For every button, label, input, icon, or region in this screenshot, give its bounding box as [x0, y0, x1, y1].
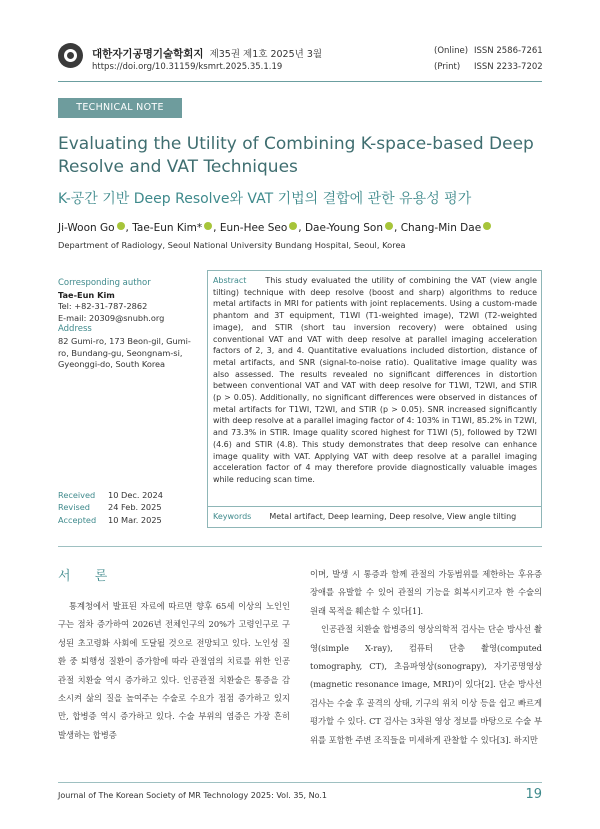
author-name: Tae-Eun Kim* — [132, 222, 203, 234]
author-name: Chang-Min Dae — [400, 222, 482, 234]
address-heading: Address — [58, 324, 92, 335]
abstract-text: Abstract This study evaluated the utility of combining the VAT (view angle tilting) technique with deep resolve (boost and sharp) algorithms to reduce metal artifacts in MRI for patients with joint replacements. Using a custom-made phantom and 3T equipment, T1WI (T1-weighted image), T2WI (T2-weighted image), and STIR (short tau inversion recovery) were obtained using conventional VAT and VAT with deep resolve at parallel imaging acceleration factors of 2, 3, and 4. Quantitative evaluations included distortion, distance of metal artifacts, and SNR (signal-to-noise ratio). Qualitative image quality was also assessed. The results revealed no significant differences in distortion between conventional VAT and VAT with deep resolve for T1WI, T2WI, and STIR (p > 0.05). Additionally, no significant differences were observed in distances of metal artifacts for T1WI, T2WI, and STIR (p > 0.05). SNR increased significantly with deep resolve at a parallel imaging factor of 4: 103% in T1WI, 85.2% in T2WI, and 73.3% in STIR. Image quality scored highest for T1WI (5), followed by T2WI (4.6) and STIR (4.8). This study demonstrates that deep resolve can enhance image quality with VAT. Applying VAT with deep resolve at a parallel imaging acceleration factor of 4 may therefore provide diagnostically valuable images while reducing scan time. — [213, 276, 538, 484]
doi-link[interactable]: https://doi.org/10.31159/ksmrt.2025.35.1.19 — [92, 62, 283, 72]
article-title-kr: K-공간 기반 Deep Resolve와 VAT 기법의 결합에 관한 유용성 평가 — [58, 191, 472, 207]
author-list: Ji-Woon Go , Tae-Eun Kim* , Eun-Hee Seo , Dae-Young Son , Chang-Min Dae — [58, 222, 558, 234]
corresponding-email[interactable]: E-mail: 20309@snubh.org — [58, 312, 165, 323]
article-type-badge: TECHNICAL NOTE — [58, 98, 182, 118]
issn-online: (Online) ISSN 2586-7261 — [434, 46, 543, 56]
corresponding-address: 82 Gumi-ro, 173 Beon-gil, Gumi-ro, Bundang-gu, Seongnam-si, Gyeonggi-do, South Korea — [58, 335, 191, 370]
body-column-right — [310, 565, 542, 749]
body-paragraph: 통계청에서 발표된 자료에 따르면 향후 65세 이상의 노인인구는 점차 증가하여 2026년 전체인구의 20%가 고령인구로 구성된 초고령화 사회에 도달될 것으로 전망되고 있다. 노인성 질환 중 퇴행성 질환이 증가함에 따라 관절염의 치료를 위한 인공관절 치환술 역시 증가하고 있다. 인공관절 치환술은 통증을 감소시켜 삶의 질을 높여주는 수술로 수요가 점점 증가하고 있지만, 합병증 역시 증가하고 있다. 수술 부위의 염증은 가장 흔히 발생하는 합병증 — [58, 601, 290, 740]
affiliation: Department of Radiology, Seoul National University Bundang Hospital, Seoul, Korea — [58, 240, 406, 250]
journal-title: 대한자기공명기술학회지 제35권 제1호 2025년 3월 — [92, 48, 323, 60]
author-name: Dae-Young Son — [304, 222, 383, 234]
article-title-en: Evaluating the Utility of Combining K-space-based Deep Resolve and VAT Techniques — [58, 134, 534, 177]
footer-journal: Journal of The Korean Society of MR Technology 2025: Vol. 35, No.1 — [58, 791, 328, 800]
journal-volume: 제35권 제1호 2025년 3월 — [209, 49, 323, 60]
section-heading: 서 론 — [58, 569, 118, 584]
corresponding-heading: Corresponding author — [58, 278, 151, 288]
correspondence-block — [58, 278, 198, 371]
author-name: Ji-Woon Go — [58, 222, 115, 234]
orcid-icon[interactable] — [204, 222, 212, 230]
date-row: Revised 24 Feb. 2025 — [58, 502, 162, 513]
society-logo-icon — [58, 43, 83, 68]
abstract-label: Abstract — [213, 276, 247, 285]
orcid-icon[interactable] — [483, 222, 491, 230]
corresponding-name: Tae-Eun Kim — [58, 289, 115, 300]
corresponding-tel: Tel: +82-31-787-2862 — [58, 301, 148, 312]
body-paragraph: 인공관절 치환술 합병증의 영상의학적 검사는 단순 방사선 촬영(simple X-ray), 컴퓨터 단층 촬영(computed tomography, CT), 초음파영상(sonograpy), 자기공명영상(magnetic resonance image, MRI)이 있다[2]. 단순 방사선 검사는 수술 후 골격의 상태, 기구의 위치 이상 등을 쉽고 빠르게 평가할 수 있다. CT 검사는 3차원 영상 정보를 바탕으로 수술 부위를 포함한 주변 조직들을 미세하게 관찰할 수 있다[3]. 하지만 — [310, 624, 542, 745]
section-divider — [58, 546, 542, 547]
body-paragraph: 이며, 발생 시 통증과 함께 관절의 가동범위를 제한하는 후유증 장애를 유발할 수 있어 관절의 기능을 회복시키고자 한 수술의 원래 목적을 훼손할 수 있다[1]. — [310, 569, 542, 616]
orcid-icon[interactable] — [289, 222, 297, 230]
article-dates — [58, 489, 163, 526]
keywords: Keywords Metal artifact, Deep learning, Deep resolve, View angle tilting — [213, 512, 517, 521]
date-row: Accepted 10 Mar. 2025 — [58, 514, 162, 525]
orcid-icon[interactable] — [117, 222, 125, 230]
issn-print: (Print) ISSN 2233-7202 — [434, 62, 543, 72]
page-number: 19 — [525, 787, 542, 802]
keywords-label: Keywords — [213, 512, 252, 521]
orcid-icon[interactable] — [385, 222, 393, 230]
header-divider — [58, 81, 542, 82]
body-column-left — [58, 597, 290, 744]
footer-divider — [58, 782, 542, 783]
keywords-divider — [207, 506, 542, 507]
author-name: Eun-Hee Seo — [219, 222, 288, 234]
date-row: Received 10 Dec. 2024 — [58, 490, 163, 500]
